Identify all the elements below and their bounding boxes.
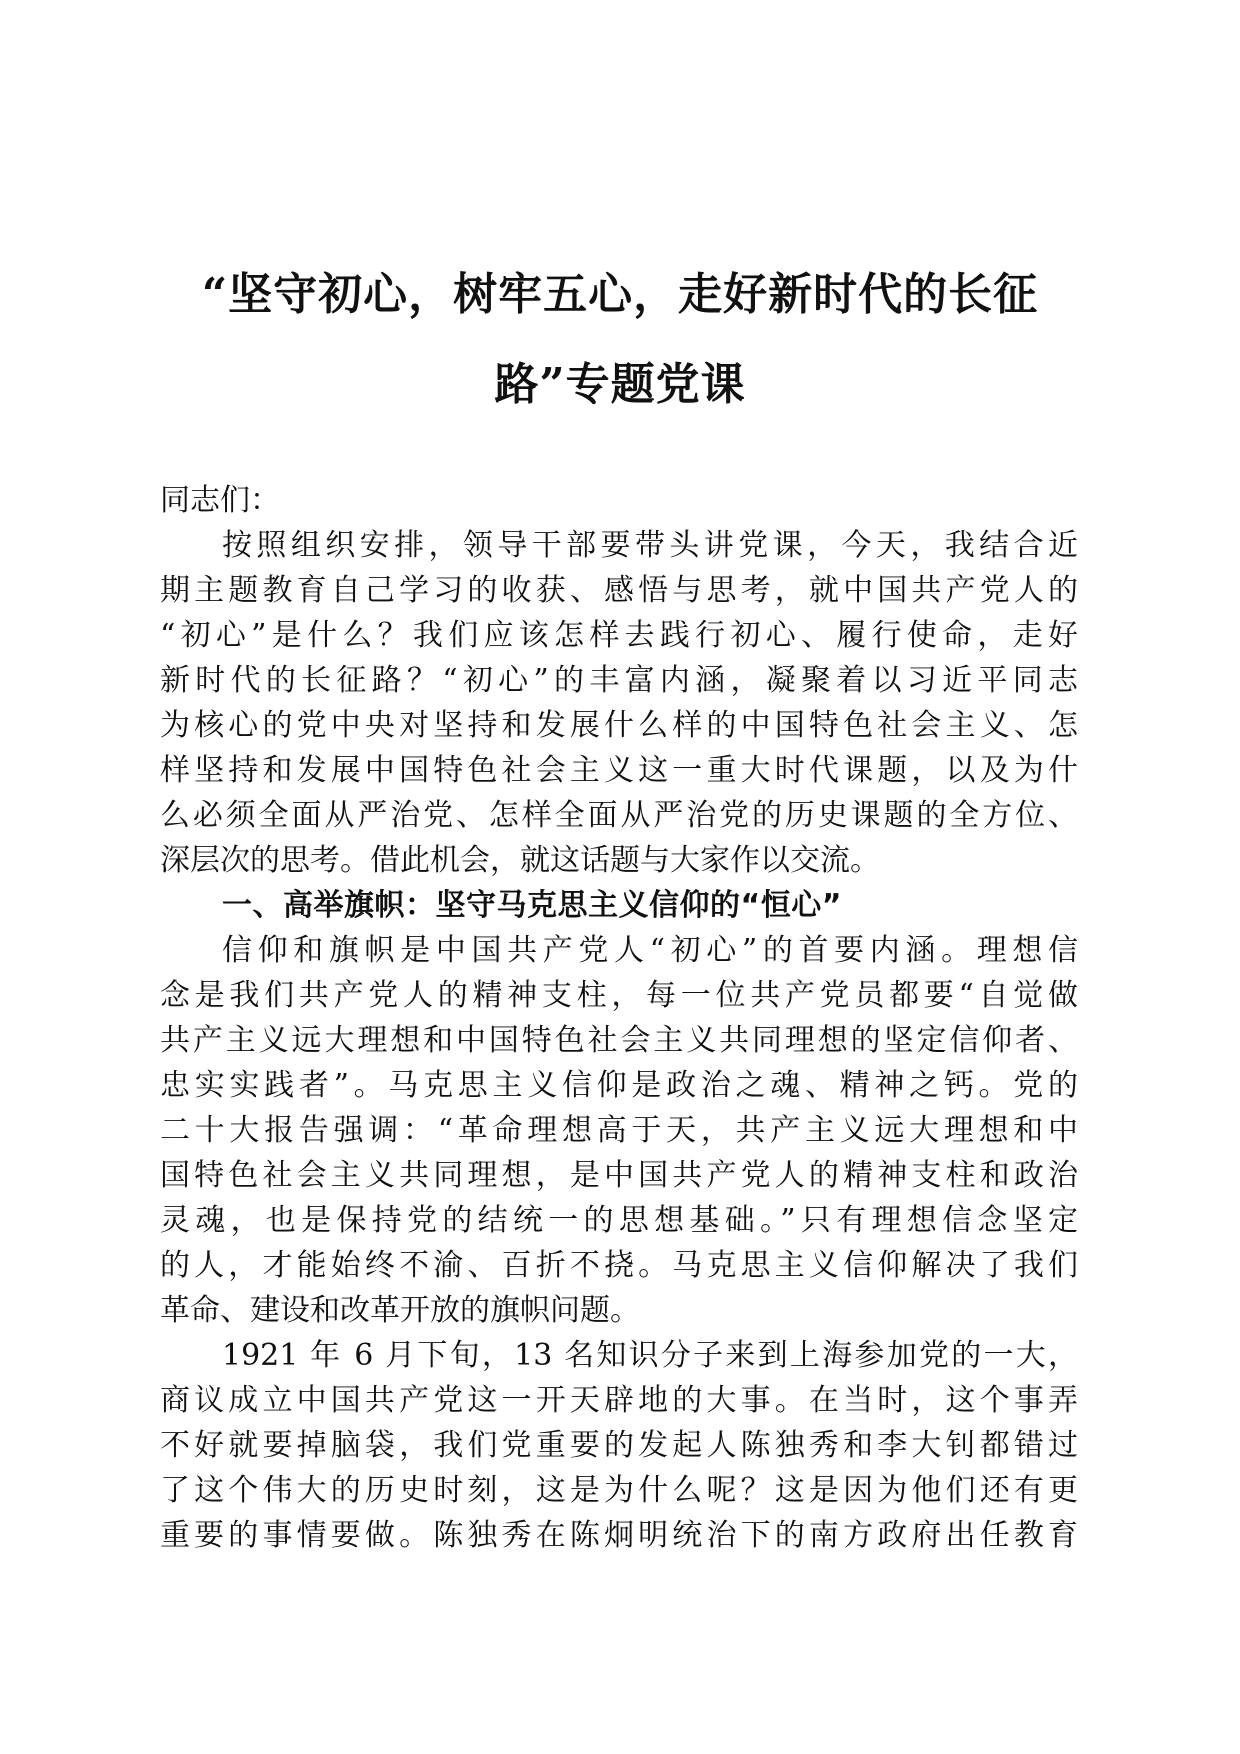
- paragraph-line: 信仰和旗帜是中国共产党人“初心”的首要内涵。理想信: [222, 933, 1078, 968]
- document-title-line-2: 路”专题党课: [494, 359, 746, 410]
- paragraph-line: 不好就要掉脑袋，我们党重要的发起人陈独秀和李大钊都错过: [160, 1428, 1078, 1463]
- paragraph-line: 1921 年 6 月下旬，13 名知识分子来到上海参加党的一大，: [222, 1338, 1078, 1373]
- paragraph-line: 样坚持和发展中国特色社会主义这一重大时代课题，以及为什: [160, 753, 1078, 788]
- paragraph-line: 忠实实践者”。马克思主义信仰是政治之魂、精神之钙。党的: [160, 1068, 1078, 1103]
- salutation: 同志们：: [160, 483, 280, 518]
- paragraph-line: 国特色社会主义共同理想，是中国共产党人的精神支柱和政治: [160, 1158, 1078, 1193]
- paragraph-line: 共产主义远大理想和中国特色社会主义共同理想的坚定信仰者、: [160, 1023, 1078, 1058]
- paragraph-line: 为核心的党中央对坚持和发展什么样的中国特色社会主义、怎: [160, 708, 1078, 743]
- paragraph-line: 了这个伟大的历史时刻，这是为什么呢？这是因为他们还有更: [160, 1473, 1078, 1508]
- paragraph-line: 重要的事情要做。陈独秀在陈炯明统治下的南方政府出任教育: [160, 1518, 1078, 1553]
- paragraph-line: “初心”是什么？我们应该怎样去践行初心、履行使命，走好: [160, 618, 1078, 653]
- paragraph-intro: [160, 523, 1078, 883]
- paragraph-1921: [160, 1333, 1078, 1558]
- paragraph-line: 商议成立中国共产党这一开天辟地的大事。在当时，这个事弄: [160, 1383, 1078, 1418]
- paragraph-line: 么必须全面从严治党、怎样全面从严治党的历史课题的全方位、: [160, 798, 1078, 833]
- paragraph-line: 新时代的长征路？“初心”的丰富内涵，凝聚着以习近平同志: [160, 663, 1078, 698]
- paragraph-line: 深层次的思考。借此机会，就这话题与大家作以交流。: [160, 843, 880, 878]
- document-title-line-1: “坚守初心，树牢五心，走好新时代的长征: [201, 269, 1039, 320]
- paragraph-line: 的人，才能始终不渝、百折不挠。马克思主义信仰解决了我们: [160, 1248, 1078, 1283]
- paragraph-line: 按照组织安排，领导干部要带头讲党课，今天，我结合近: [222, 528, 1078, 563]
- paragraph-line: 灵魂，也是保持党的结统一的思想基础。”只有理想信念坚定: [160, 1203, 1078, 1238]
- paragraph-line: 革命、建设和改革开放的旗帜问题。: [160, 1293, 640, 1328]
- paragraph-faith: [160, 928, 1078, 1333]
- document-body: [160, 478, 1078, 1558]
- paragraph-line: 二十大报告强调：“革命理想高于天，共产主义远大理想和中: [160, 1113, 1078, 1148]
- paragraph-line: 念是我们共产党人的精神支柱，每一位共产党员都要“自觉做: [160, 978, 1078, 1013]
- section-heading: 一、高举旗帜：坚守马克思主义信仰的“恒心”: [222, 888, 842, 923]
- paragraph-line: 期主题教育自己学习的收获、感悟与思考，就中国共产党人的: [160, 573, 1078, 608]
